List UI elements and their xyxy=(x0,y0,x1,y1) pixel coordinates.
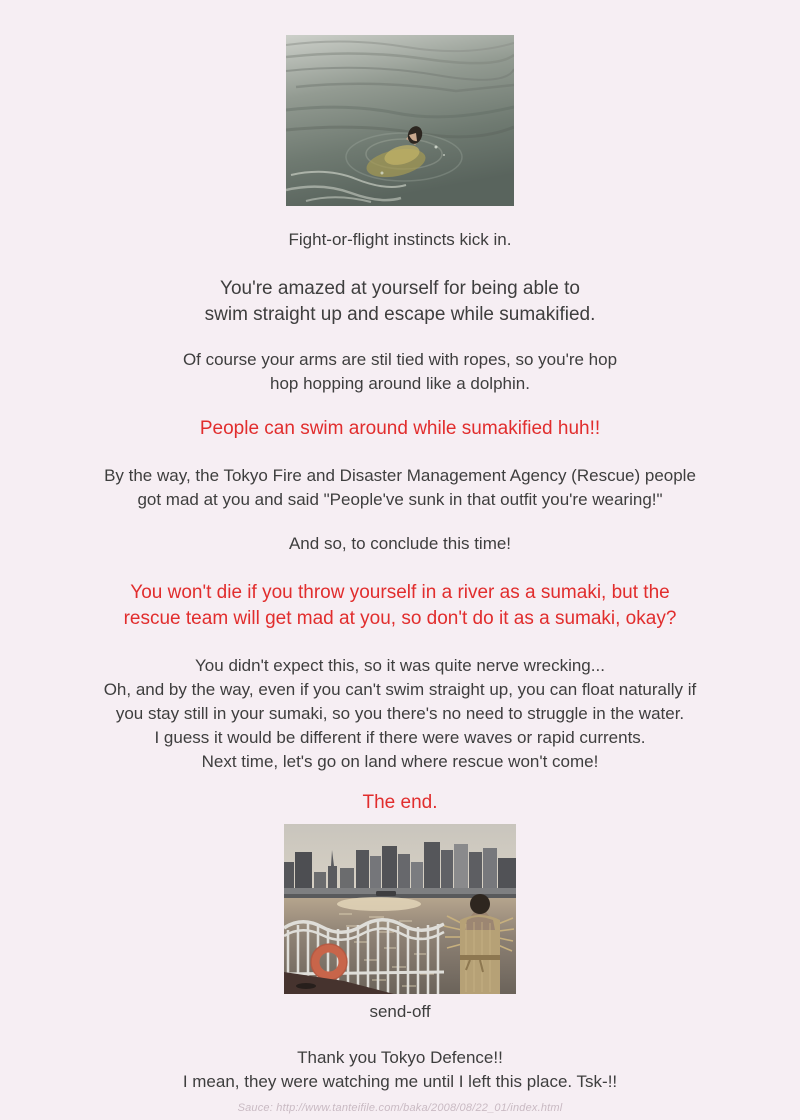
caption-send-off xyxy=(369,1000,430,1024)
paragraph-reflection xyxy=(104,654,697,774)
heading-amazed xyxy=(205,276,596,328)
paragraph-rescue-agency xyxy=(104,464,696,512)
text-line: Of course your arms are stil tied with ropes, so you're hop xyxy=(182,350,618,369)
text-line: Fight-or-flight instincts kick in. xyxy=(288,230,512,249)
text-line: And so, to conclude this time! xyxy=(288,534,512,553)
text-line: I mean, they were watching me until I left this place. Tsk-!! xyxy=(182,1072,618,1091)
sendoff-photo xyxy=(284,824,516,994)
paragraph-arms-tied xyxy=(183,348,617,396)
emphasis-conclusion xyxy=(124,580,677,632)
paragraph-conclude xyxy=(289,532,511,556)
text-line: you stay still in your sumaki, so you there's no need to struggle in the water. xyxy=(115,704,685,723)
paragraph-thanks xyxy=(183,1046,617,1094)
text-line: Next time, let's go on land where rescue won't come! xyxy=(201,752,599,771)
emphasis-swim-around xyxy=(200,416,600,442)
text-line: The end. xyxy=(362,792,438,813)
source-url-text: Sauce: http://www.tanteifile.com/baka/2008/08/22_01/index.html xyxy=(237,1102,563,1114)
text-line: By the way, the Tokyo Fire and Disaster Management Agency (Rescue) people xyxy=(104,466,696,485)
text-line: hop hopping around like a dolphin. xyxy=(270,374,530,393)
text-line: I guess it would be different if there were waves or rapid currents. xyxy=(154,728,646,747)
text-line: Thank you Tokyo Defence!! xyxy=(297,1048,503,1067)
text-line: You didn't expect this, so it was quite nerve wrecking... xyxy=(195,656,605,675)
text-line: got mad at you and said "People've sunk in that outfit you're wearing!" xyxy=(137,490,663,509)
text-line: You won't die if you throw yourself in a river as a sumaki, but the xyxy=(130,582,670,603)
text-line: swim straight up and escape while sumakified. xyxy=(204,304,596,325)
text-line: send-off xyxy=(369,1002,431,1021)
text-line: You're amazed at yourself for being able to xyxy=(220,278,580,299)
caption-fight-or-flight xyxy=(289,228,512,252)
swim-photo xyxy=(286,35,514,206)
text-line: People can swim around while sumakified huh!! xyxy=(199,418,601,439)
text-line: rescue team will get mad at you, so don't do it as a sumaki, okay? xyxy=(123,608,677,629)
text-line: Oh, and by the way, even if you can't swim straight up, you can float naturally if xyxy=(103,680,697,699)
emphasis-the-end xyxy=(363,790,438,816)
